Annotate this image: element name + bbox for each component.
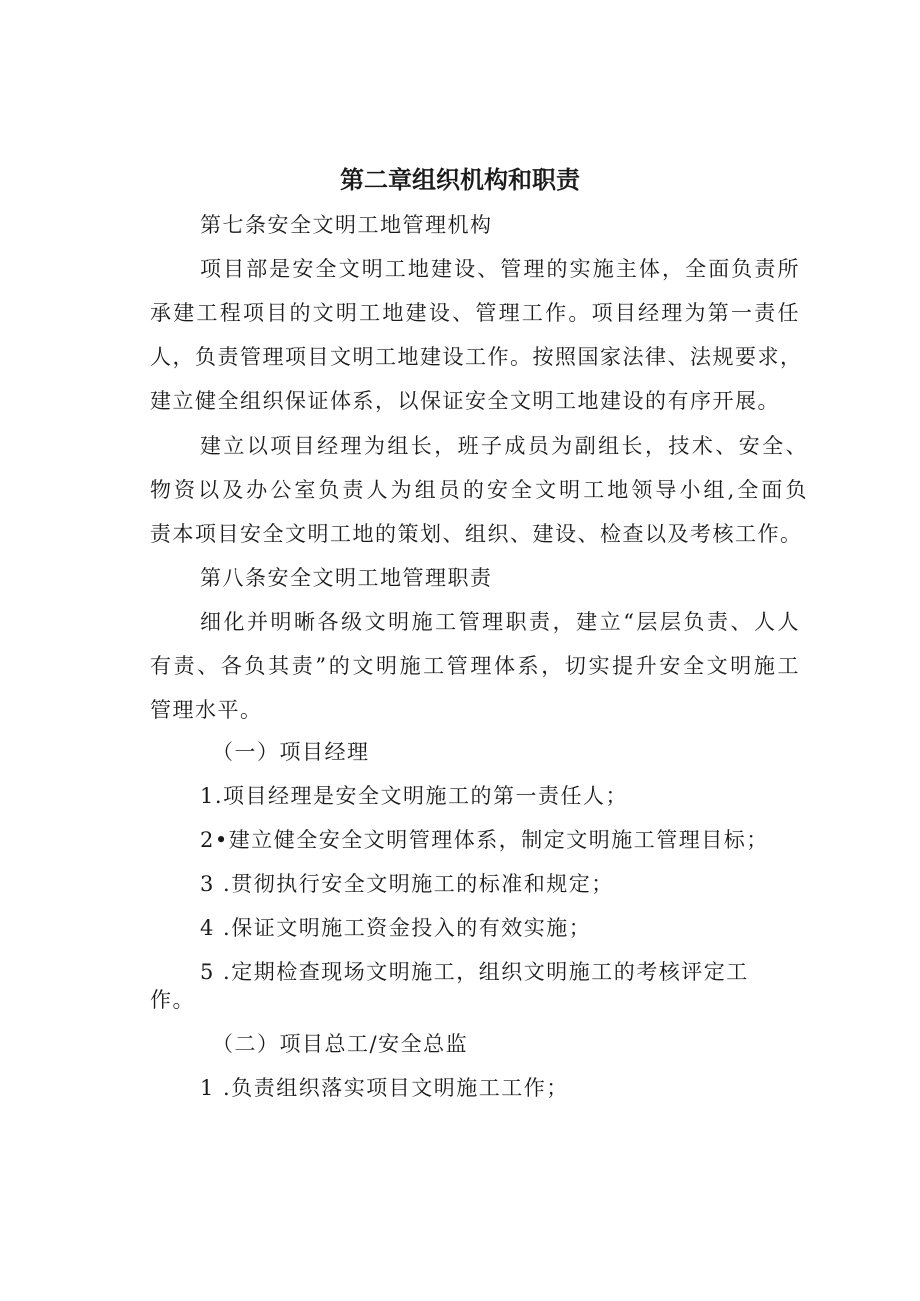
paragraph-line: 承建工程项目的文明工地建设、管理工作。项目经理为第一责任 xyxy=(150,301,800,325)
paragraph-line: 有责、各负其责”的文明施工管理体系，切实提升安全文明施工 xyxy=(150,654,800,678)
list-item: 2•建立健全安全文明管理体系，制定文明施工管理目标； xyxy=(200,828,769,852)
article-heading: 第七条安全文明工地管理机构 xyxy=(200,213,493,237)
paragraph-line: 项目部是安全文明工地建设、管理的实施主体，全面负责所 xyxy=(200,257,800,281)
chapter-title: 第二章组织机构和职责 xyxy=(340,166,580,194)
paragraph-line: 物资以及办公室负责人为组员的安全文明工地领导小组,全面负 xyxy=(150,478,808,502)
list-item: 4 .保证文明施工资金投入的有效实施； xyxy=(200,916,592,940)
section-heading: （二）项目总工/安全总监 xyxy=(212,1032,469,1056)
paragraph-line: 建立以项目经理为组长，班子成员为副组长，技术、安全、 xyxy=(200,434,808,458)
list-item-continuation: 作。 xyxy=(150,988,195,1012)
paragraph-line: 建立健全组织保证体系，以保证安全文明工地建设的有序开展。 xyxy=(150,389,780,413)
paragraph-line: 管理水平。 xyxy=(150,698,263,722)
list-item: 3 .贯彻执行安全文明施工的标准和规定； xyxy=(200,872,614,896)
paragraph-line: 责本项目安全文明工地的策划、组织、建设、检查以及考核工作。 xyxy=(150,522,803,546)
section-heading: （一）项目经理 xyxy=(212,740,370,764)
list-item: 5 .定期检查现场文明施工，组织文明施工的考核评定工 xyxy=(200,960,749,984)
article-heading: 第八条安全文明工地管理职责 xyxy=(200,566,493,590)
list-item: 1 .负责组织落实项目文明施工工作； xyxy=(200,1076,569,1100)
paragraph-line: 人，负责管理项目文明工地建设工作。按照国家法律、法规要求， xyxy=(150,345,803,369)
paragraph-line: 细化并明晰各级文明施工管理职责，建立“层层负责、人人 xyxy=(200,610,800,634)
list-item: 1.项目经理是安全文明施工的第一责任人； xyxy=(200,784,629,808)
